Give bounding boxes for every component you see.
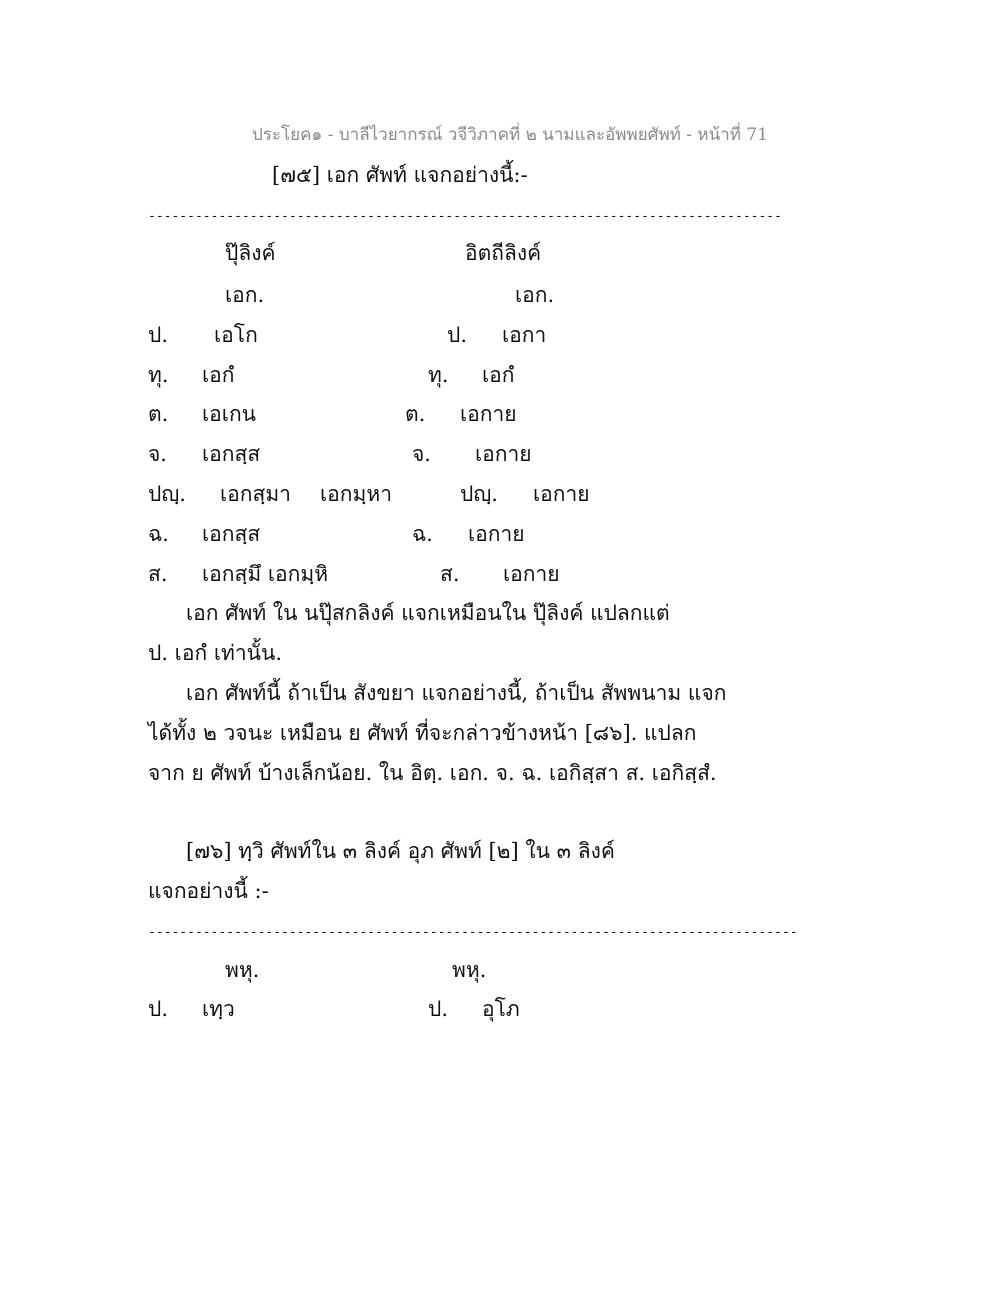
number-label-right: พหุ. [452,958,487,982]
word-form: อุโภ [482,997,520,1021]
word-form-alt: เอกมฺหา [320,482,392,506]
divider-rule: ----------------------------------------------------------------------------------- [148,925,798,940]
running-header: ประโยค๑ - บาลีไวยากรณ์ วจีวิภาคที่ ๒ นามและอัพพยศัพท์ - หน้าที่ 71 [252,125,769,145]
word-form: เอกสฺส [202,442,261,466]
case-label: ต. [405,402,426,426]
paragraph-line: ได้ทั้ง ๒ วจนะ เหมือน ย ศัพท์ ที่จะกล่าวข้างหน้า [๘๖]. แปลก [148,721,697,745]
word-form: เอกสฺส [202,522,261,546]
section-heading-cont: แจกอย่างนี้ :- [148,879,269,903]
number-label-left: เอก. [225,283,265,307]
word-form: เอเกน [202,402,257,426]
column-title-feminine: อิตถีลิงค์ [465,241,542,265]
case-label: ต. [148,402,169,426]
case-label: ป. [148,323,169,347]
case-label: ป. [428,997,449,1021]
word-form: เอกํ [482,363,515,387]
number-label-right: เอก. [515,283,555,307]
case-label: จ. [412,442,431,466]
word-form: เอกาย [460,402,517,426]
word-form: เอกสฺมึ เอกมฺหิ [202,562,329,586]
paragraph-line: เอก ศัพท์ ใน นปุ๊สกลิงค์ แจกเหมือนใน ปุ๊ลิงค์ แปลกแต่ [186,601,670,625]
word-form: เทฺว [202,997,235,1021]
word-form: เอกาย [475,442,532,466]
case-label: จ. [148,442,167,466]
paragraph-line: ป. เอกํ เท่านั้น. [148,641,283,665]
case-label: ฉ. [148,522,169,546]
case-label: ส. [148,562,168,586]
word-form: เอกา [502,323,547,347]
word-form: เอกาย [533,482,590,506]
number-label-left: พหุ. [225,958,260,982]
paragraph-line: เอก ศัพท์นี้ ถ้าเป็น สังขยา แจกอย่างนี้, ถ้าเป็น สัพพนาม แจก [186,681,727,705]
case-label: ส. [440,562,460,586]
case-label: ป. [148,997,169,1021]
word-form: เอกาย [503,562,560,586]
case-label: ปญฺ. [460,482,498,506]
word-form: เอกสฺมา [220,482,291,506]
word-form: เอกาย [468,522,525,546]
section-heading: [๗๖] ทฺวิ ศัพท์ใน ๓ ลิงค์ อุภ ศัพท์ [๒] ใน ๓ ลิงค์ [186,839,615,863]
divider-rule: --------------------------------------------------------------------------------- [148,209,782,224]
case-label: ฉ. [412,522,433,546]
section-heading: [๗๕] เอก ศัพท์ แจกอย่างนี้:- [272,163,528,187]
case-label: ปญฺ. [148,482,186,506]
word-form: เอกํ [202,363,235,387]
paragraph-line: จาก ย ศัพท์ บ้างเล็กน้อย. ใน อิตฺ. เอก. จ. ฉ. เอกิสฺสา ส. เอกิสฺสํ. [148,761,717,785]
column-title-masculine: ปุ๊ลิงค์ [225,241,276,265]
case-label: ป. [447,323,468,347]
word-form: เอโก [214,323,258,347]
case-label: ทุ. [148,363,169,387]
case-label: ทุ. [428,363,449,387]
